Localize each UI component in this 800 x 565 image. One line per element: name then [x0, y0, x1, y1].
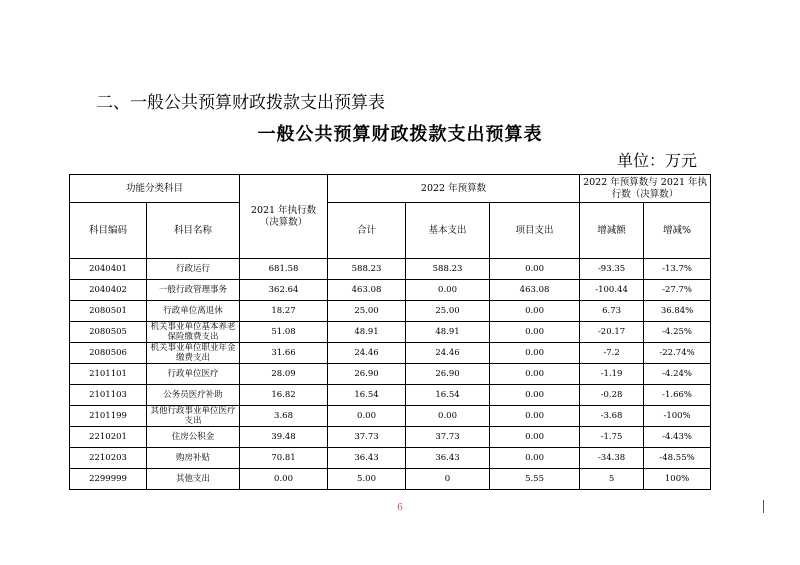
cell-change: -0.28: [580, 385, 644, 406]
cell-name: 公务员医疗补助: [147, 385, 240, 406]
cell-name: 购房补贴: [147, 448, 240, 469]
cell-exec: 70.81: [240, 448, 328, 469]
cell-basic: 24.46: [406, 343, 490, 364]
cell-pct: -4.43%: [644, 427, 711, 448]
table-title: 一般公共预算财政拨款支出预算表: [257, 124, 543, 145]
cell-total: 37.73: [328, 427, 406, 448]
cell-total: 26.90: [328, 364, 406, 385]
table-row: [70, 364, 711, 385]
cell-total: 24.46: [328, 343, 406, 364]
cell-change: -1.19: [580, 364, 644, 385]
cell-project: 0.00: [490, 448, 580, 469]
cell-project: 0.00: [490, 364, 580, 385]
cell-project: 0.00: [490, 406, 580, 427]
cell-code: 2101103: [70, 385, 147, 406]
cell-code: 2080506: [70, 343, 147, 364]
cell-change: -100.44: [580, 280, 644, 301]
cell-total: 16.54: [328, 385, 406, 406]
cell-basic: 37.73: [406, 427, 490, 448]
cell-change: -3.68: [580, 406, 644, 427]
cell-name: 一般行政管理事务: [147, 280, 240, 301]
header-change-amount: 增减额: [580, 203, 644, 259]
cell-code: 2080505: [70, 322, 147, 343]
cell-total: 48.91: [328, 322, 406, 343]
table-row: [70, 406, 711, 427]
cell-basic: 26.90: [406, 364, 490, 385]
cell-exec: 3.68: [240, 406, 328, 427]
cell-name: 行政单位医疗: [147, 364, 240, 385]
cell-total: 0.00: [328, 406, 406, 427]
cell-change: -93.35: [580, 259, 644, 280]
budget-table: [69, 174, 711, 490]
table-row: [70, 280, 711, 301]
cell-total: 5.00: [328, 469, 406, 490]
header-project: 项目支出: [490, 203, 580, 259]
cell-name: 机关事业单位职业年金缴费支出: [147, 343, 240, 364]
cell-basic: 16.54: [406, 385, 490, 406]
header-basic: 基本支出: [406, 203, 490, 259]
table-row: [70, 469, 711, 490]
section-heading: 二、一般公共预算财政拨款支出预算表: [96, 93, 385, 113]
cell-basic: 25.00: [406, 301, 490, 322]
cell-name: 机关事业单位基本养老保险缴费支出: [147, 322, 240, 343]
cell-change: -1.75: [580, 427, 644, 448]
header-change-pct: 增减%: [644, 203, 711, 259]
cell-pct: -27.7%: [644, 280, 711, 301]
cell-basic: 0.00: [406, 406, 490, 427]
cell-pct: 36.84%: [644, 301, 711, 322]
cell-code: 2040401: [70, 259, 147, 280]
cell-change: 5: [580, 469, 644, 490]
cell-project: 0.00: [490, 259, 580, 280]
cell-name: 其他支出: [147, 469, 240, 490]
cell-code: 2040402: [70, 280, 147, 301]
cell-exec: 18.27: [240, 301, 328, 322]
cell-project: 5.55: [490, 469, 580, 490]
cell-pct: 100%: [644, 469, 711, 490]
table-row: [70, 322, 711, 343]
header-budget-2022: 2022 年预算数: [328, 175, 580, 203]
cell-pct: -1.66%: [644, 385, 711, 406]
header-compare: 2022 年预算数与 2021 年执行数（决算数）: [580, 175, 711, 203]
cell-basic: 48.91: [406, 322, 490, 343]
cell-change: -7.2: [580, 343, 644, 364]
table-row: [70, 301, 711, 322]
cell-pct: -4.25%: [644, 322, 711, 343]
table-row: [70, 448, 711, 469]
table-row: [70, 427, 711, 448]
cell-basic: 36.43: [406, 448, 490, 469]
cell-exec: 28.09: [240, 364, 328, 385]
cell-change: -20.17: [580, 322, 644, 343]
header-func-category: 功能分类科目: [70, 175, 240, 203]
cell-pct: -22.74%: [644, 343, 711, 364]
cell-project: 0.00: [490, 301, 580, 322]
cell-exec: 51.08: [240, 322, 328, 343]
header-total: 合计: [328, 203, 406, 259]
cell-name: 行政运行: [147, 259, 240, 280]
cell-pct: -100%: [644, 406, 711, 427]
page-edge-mark: [763, 500, 764, 513]
cell-basic: 0.00: [406, 280, 490, 301]
header-exec-2021: 2021 年执行数（决算数）: [240, 175, 328, 259]
cell-total: 36.43: [328, 448, 406, 469]
cell-project: 0.00: [490, 427, 580, 448]
cell-basic: 0: [406, 469, 490, 490]
cell-exec: 16.82: [240, 385, 328, 406]
cell-exec: 681.58: [240, 259, 328, 280]
cell-project: 463.08: [490, 280, 580, 301]
table-row: [70, 385, 711, 406]
cell-code: 2210201: [70, 427, 147, 448]
cell-name: 行政单位离退休: [147, 301, 240, 322]
cell-exec: 39.48: [240, 427, 328, 448]
cell-pct: -48.55%: [644, 448, 711, 469]
cell-pct: -13.7%: [644, 259, 711, 280]
cell-code: 2101101: [70, 364, 147, 385]
page-number: 6: [397, 503, 403, 513]
cell-total: 25.00: [328, 301, 406, 322]
cell-change: 6.73: [580, 301, 644, 322]
cell-project: 0.00: [490, 343, 580, 364]
cell-exec: 362.64: [240, 280, 328, 301]
cell-code: 2080501: [70, 301, 147, 322]
cell-code: 2210203: [70, 448, 147, 469]
cell-basic: 588.23: [406, 259, 490, 280]
cell-total: 463.08: [328, 280, 406, 301]
header-code: 科目编码: [70, 203, 147, 259]
cell-exec: 31.66: [240, 343, 328, 364]
cell-project: 0.00: [490, 322, 580, 343]
cell-code: 2299999: [70, 469, 147, 490]
cell-project: 0.00: [490, 385, 580, 406]
unit-label: 单位：万元: [617, 151, 698, 170]
cell-code: 2101199: [70, 406, 147, 427]
cell-total: 588.23: [328, 259, 406, 280]
cell-name: 其他行政事业单位医疗支出: [147, 406, 240, 427]
header-name: 科目名称: [147, 203, 240, 259]
cell-pct: -4.24%: [644, 364, 711, 385]
cell-name: 住房公积金: [147, 427, 240, 448]
table-row: [70, 343, 711, 364]
cell-change: -34.38: [580, 448, 644, 469]
table-row: [70, 259, 711, 280]
cell-exec: 0.00: [240, 469, 328, 490]
